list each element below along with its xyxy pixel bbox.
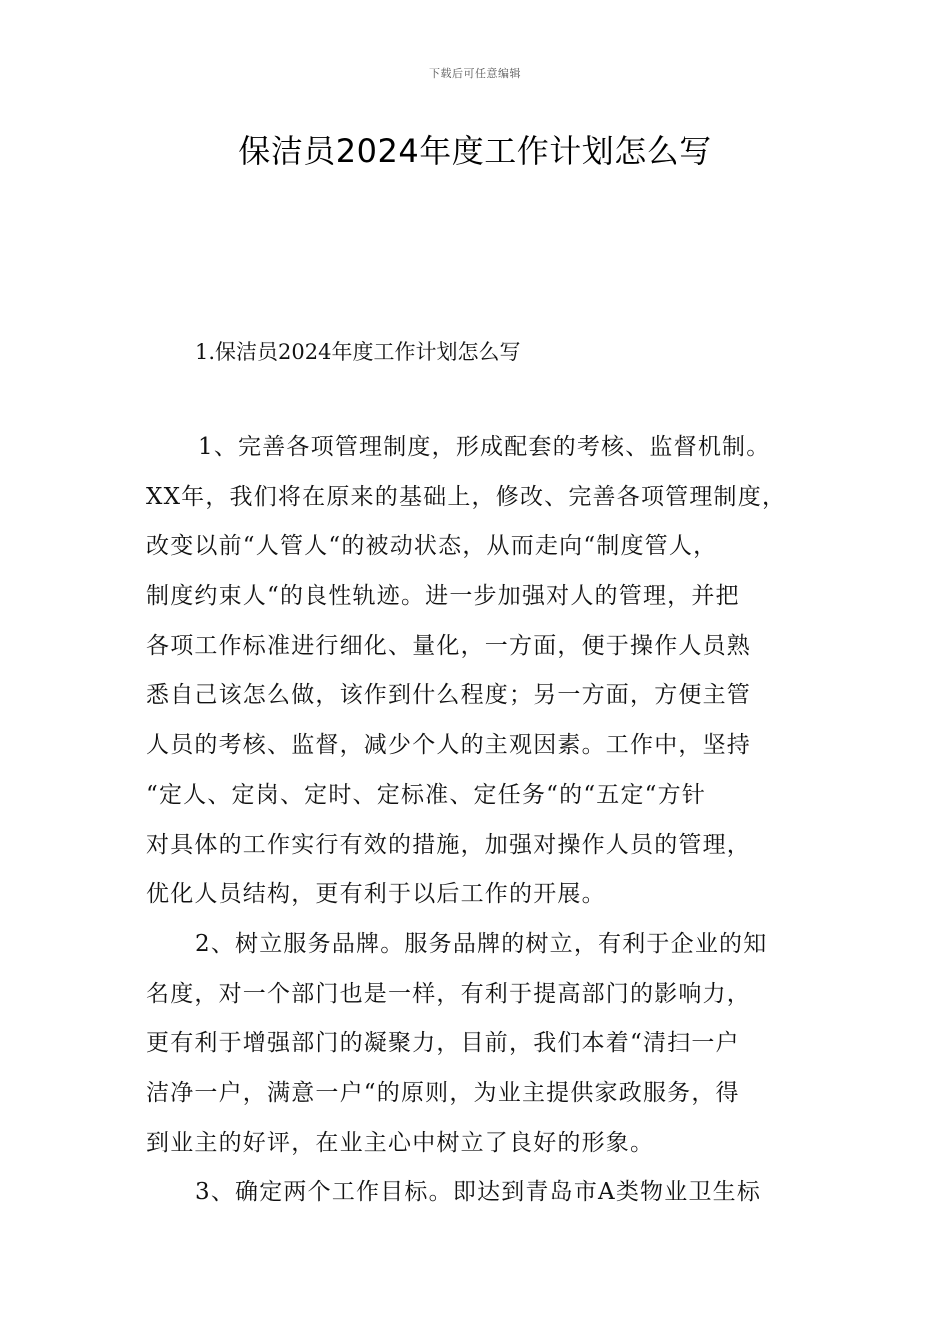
paragraph-1-line-7: 人员的考核、监督，减少个人的主观因素。工作中，坚持 (146, 732, 751, 759)
paragraph-2-line-2: 名度，对一个部门也是一样，有利于提高部门的影响力， (146, 980, 751, 1007)
paragraph-1-line-6: 悉自己该怎么做，该作到什么程度；另一方面，方便主管 (146, 682, 751, 709)
paragraph-1-line-8: “定人、定岗、定时、定标准、定任务“的“五定“方针 (146, 781, 707, 808)
paragraph-1-line-5: 各项工作标准进行细化、量化，一方面，便于操作人员熟 (146, 632, 751, 659)
paragraph-3-line-1: 3、确定两个工作目标。即达到青岛市A类物业卫生标 (195, 1179, 762, 1206)
document-title: 保洁员2024年度工作计划怎么写 (238, 132, 712, 170)
paragraph-1-line-10: 优化人员结构，更有利于以后工作的开展。 (146, 881, 606, 908)
paragraph-1-line-3: 改变以前“人管人“的被动状态，从而走向“制度管人， (146, 533, 718, 560)
paragraph-1-line-1: 1、完善各项管理制度，形成配套的考核、监督机制。 (198, 434, 771, 460)
paragraph-1-line-4: 制度约束人“的良性轨迹。进一步加强对人的管理，并把 (146, 583, 740, 610)
paragraph-2-line-3: 更有利于增强部门的凝聚力，目前，我们本着“清扫一户 (146, 1030, 740, 1057)
section-heading: 1.保洁员2024年度工作计划怎么写 (195, 340, 521, 364)
paragraph-1-line-2: XX年，我们将在原来的基础上，修改、完善各项管理制度， (146, 483, 787, 510)
paragraph-2-line-4: 洁净一户，满意一户“的原则，为业主提供家政服务，得 (146, 1079, 740, 1106)
page-header-note: 下载后可任意编辑 (429, 67, 521, 80)
paragraph-1-line-9: 对具体的工作实行有效的措施，加强对操作人员的管理， (146, 831, 751, 858)
paragraph-2-line-5: 到业主的好评，在业主心中树立了良好的形象。 (146, 1129, 655, 1156)
paragraph-2-line-1: 2、树立服务品牌。服务品牌的树立，有利于企业的知 (195, 930, 768, 957)
document-body (146, 428, 846, 1223)
